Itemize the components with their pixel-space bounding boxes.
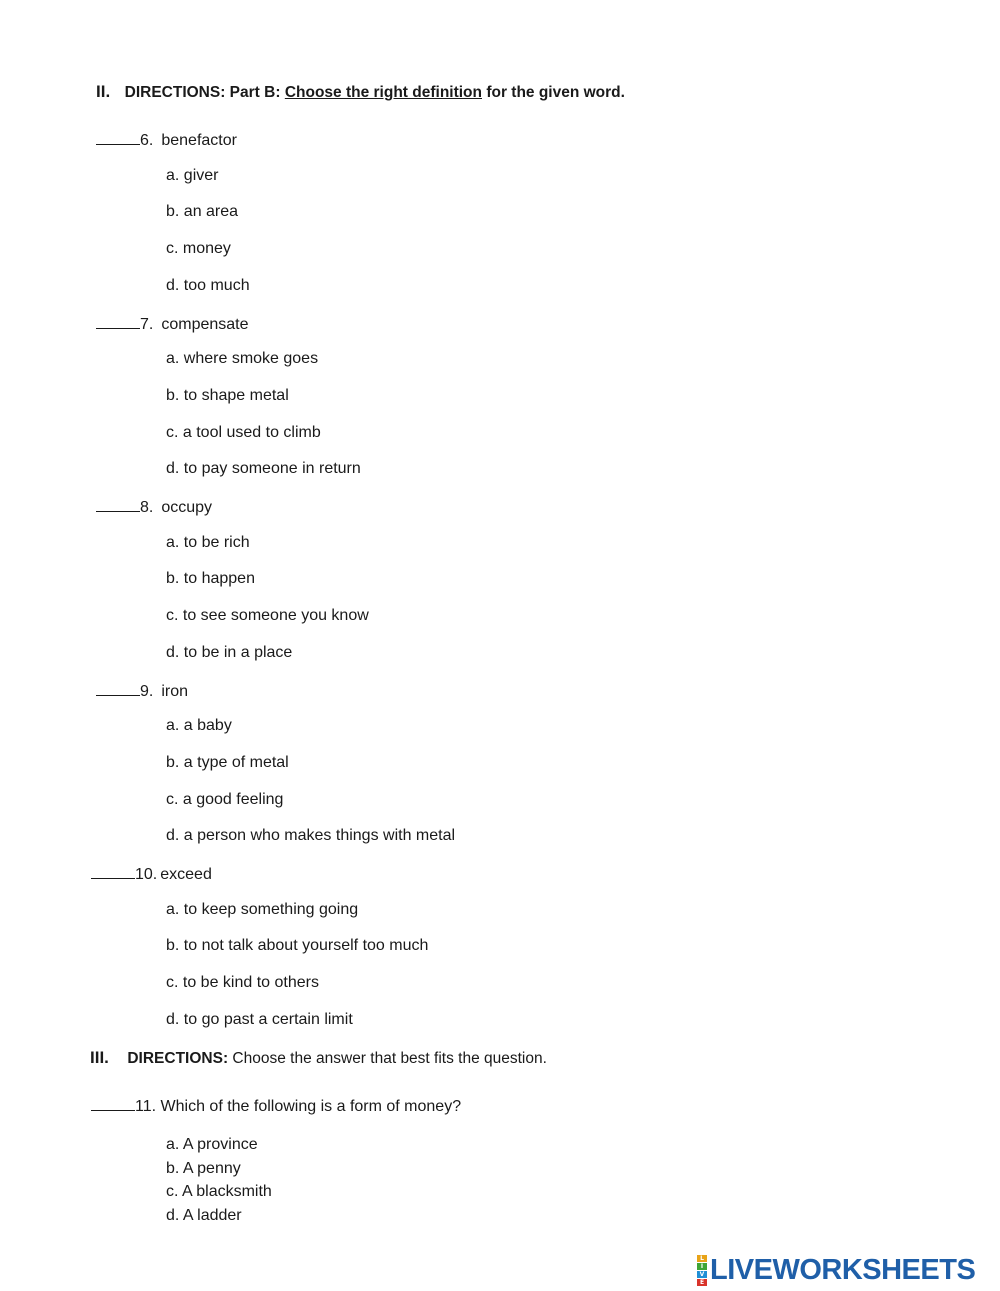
logo-blocks <box>697 1255 707 1286</box>
option-c[interactable]: c. a tool used to climb <box>166 423 321 441</box>
option-c[interactable]: c. A blacksmith <box>166 1183 272 1200</box>
question-word: compensate <box>161 315 249 333</box>
answer-blank[interactable] <box>96 130 140 145</box>
option-b[interactable]: b. to not talk about yourself too much <box>166 937 429 955</box>
option-d[interactable]: d. a person who makes things with metal <box>166 827 456 845</box>
option-c[interactable]: c. money <box>166 240 231 258</box>
directions-tail: for the given word. <box>486 84 625 101</box>
option-d[interactable]: d. to go past a certain limit <box>166 1010 353 1028</box>
directions-lead: DIRECTIONS: Part B: <box>124 84 281 101</box>
answer-blank[interactable] <box>91 1096 135 1111</box>
question-word: occupy <box>161 499 213 516</box>
option-d[interactable]: d. A ladder <box>166 1206 242 1224</box>
section-2-directions <box>125 84 625 101</box>
question-number: 9. <box>140 682 154 700</box>
option-b[interactable]: b. to happen <box>166 570 255 588</box>
question-word: iron <box>161 682 189 700</box>
question-text: Which of the following is a form of money? <box>160 1098 462 1115</box>
option-a[interactable]: a. to be rich <box>166 533 250 551</box>
question-10 <box>91 864 212 884</box>
question-word: benefactor <box>161 132 237 149</box>
option-b[interactable]: b. an area <box>166 203 239 221</box>
answer-blank[interactable] <box>96 681 140 696</box>
section-3-tail: Choose the answer that best fits the question. <box>232 1050 547 1067</box>
question-number: 7. <box>140 315 154 333</box>
option-d[interactable]: d. too much <box>166 276 250 294</box>
section-3-roman: III. <box>90 1048 109 1067</box>
option-a[interactable]: a. to keep something going <box>166 900 359 918</box>
logo-block-l: L <box>697 1255 707 1262</box>
option-d[interactable]: d. to be in a place <box>166 643 293 661</box>
option-a[interactable]: a. A province <box>166 1136 258 1153</box>
option-a[interactable]: a. giver <box>166 166 219 184</box>
question-number: 8. <box>140 499 154 516</box>
logo-text: LIVEWORKSHEETS <box>710 1253 976 1286</box>
option-b[interactable]: b. to shape metal <box>166 386 289 404</box>
question-9 <box>96 681 188 701</box>
question-word: exceed <box>160 866 212 883</box>
logo-block-e: E <box>697 1279 707 1286</box>
option-c[interactable]: c. to see someone you know <box>166 607 369 625</box>
section-2-heading <box>96 82 625 102</box>
question-number: 11. <box>135 1098 157 1115</box>
answer-blank[interactable] <box>91 864 135 879</box>
question-number: 6. <box>140 132 154 149</box>
question-11 <box>91 1096 461 1116</box>
option-b[interactable]: b. A penny <box>166 1159 241 1177</box>
logo-block-v: V <box>697 1271 707 1278</box>
section-3-lead: DIRECTIONS: <box>127 1050 229 1067</box>
question-number: 10. <box>135 866 158 883</box>
option-a[interactable]: a. a baby <box>166 717 232 735</box>
option-c[interactable]: c. to be kind to others <box>166 974 319 992</box>
section-3-heading <box>90 1048 547 1068</box>
directions-underlined: Choose the right definition <box>284 84 482 101</box>
section-2-roman: II. <box>96 82 111 101</box>
question-11-options <box>166 1133 272 1227</box>
answer-blank[interactable] <box>96 314 140 329</box>
question-7 <box>96 314 249 334</box>
option-c[interactable]: c. a good feeling <box>166 790 284 808</box>
question-8 <box>96 497 212 517</box>
answer-blank[interactable] <box>96 497 140 512</box>
liveworksheets-logo <box>697 1254 975 1286</box>
question-6 <box>96 130 237 150</box>
logo-block-i: I <box>697 1263 707 1270</box>
option-a[interactable]: a. where smoke goes <box>166 350 319 368</box>
option-b[interactable]: b. a type of metal <box>166 753 289 771</box>
option-d[interactable]: d. to pay someone in return <box>166 460 361 478</box>
